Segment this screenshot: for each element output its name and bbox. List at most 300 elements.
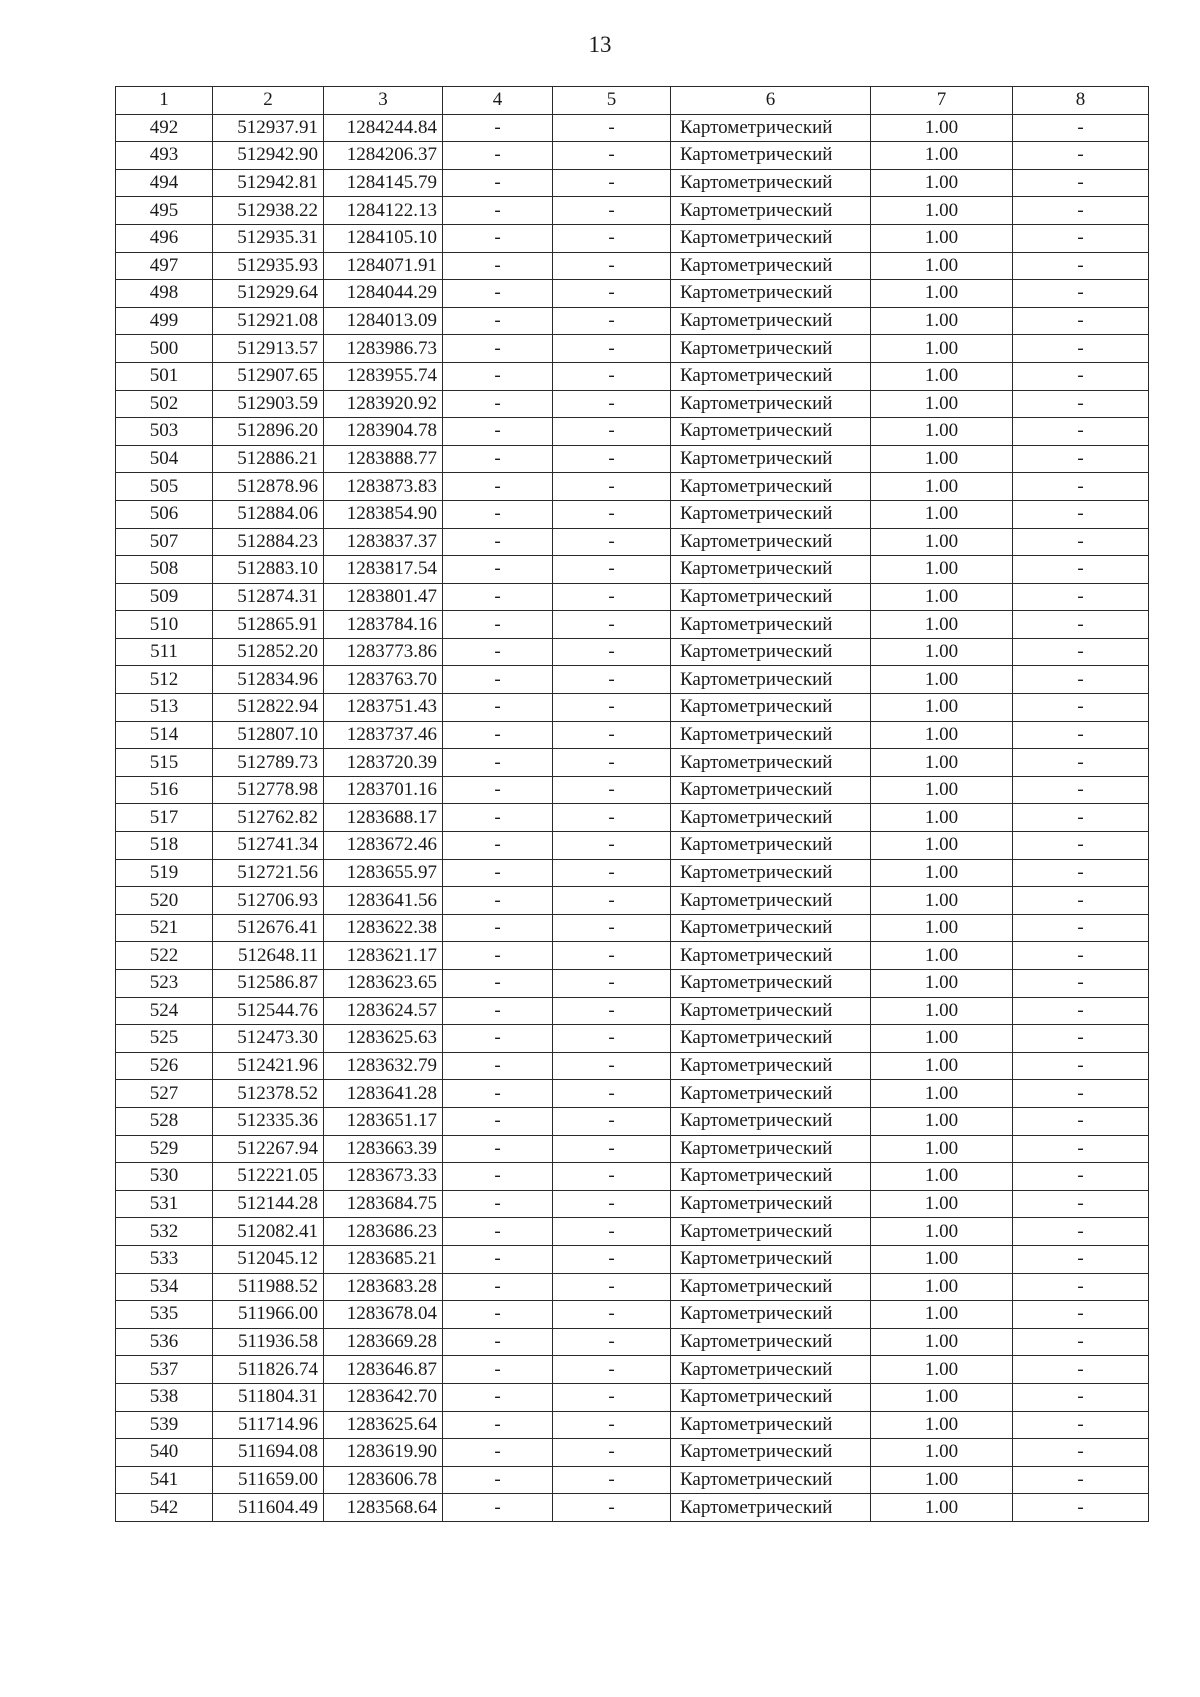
coord-x: 511714.96 [213, 1411, 324, 1439]
col-5-value: - [553, 114, 671, 142]
col-4-value: - [443, 500, 553, 528]
precision: 1.00 [871, 114, 1013, 142]
coord-x: 512082.41 [213, 1218, 324, 1246]
col-5-value: - [553, 252, 671, 280]
coord-y: 1283920.92 [324, 390, 443, 418]
coord-y: 1283669.28 [324, 1328, 443, 1356]
col-5-value: - [553, 1245, 671, 1273]
col-5-value: - [553, 362, 671, 390]
col-5-value: - [553, 666, 671, 694]
page-number: 13 [588, 32, 612, 57]
col-4-value: - [443, 694, 553, 722]
coord-x: 512822.94 [213, 694, 324, 722]
method: Картометрический [671, 694, 871, 722]
coord-y: 1283672.46 [324, 832, 443, 860]
precision: 1.00 [871, 1273, 1013, 1301]
coord-x: 512896.20 [213, 418, 324, 446]
method: Картометрический [671, 1025, 871, 1053]
col-8-value: - [1013, 1383, 1149, 1411]
table-body [116, 114, 1149, 1521]
col-5-value: - [553, 445, 671, 473]
col-8-value: - [1013, 252, 1149, 280]
table-row [116, 694, 1149, 722]
coord-y: 1283641.28 [324, 1080, 443, 1108]
col-4-header: 4 [443, 87, 553, 115]
table-row [116, 611, 1149, 639]
col-4-value: - [443, 1411, 553, 1439]
table-row [116, 197, 1149, 225]
coord-x: 512834.96 [213, 666, 324, 694]
method: Картометрический [671, 1245, 871, 1273]
point-number: 502 [116, 390, 213, 418]
method: Картометрический [671, 473, 871, 501]
col-5-value: - [553, 942, 671, 970]
precision: 1.00 [871, 832, 1013, 860]
table-row [116, 638, 1149, 666]
precision: 1.00 [871, 197, 1013, 225]
point-number: 510 [116, 611, 213, 639]
col-4-value: - [443, 528, 553, 556]
coord-y: 1283683.28 [324, 1273, 443, 1301]
method: Картометрический [671, 1328, 871, 1356]
coord-x: 512937.91 [213, 114, 324, 142]
col-8-value: - [1013, 832, 1149, 860]
coord-x: 512942.90 [213, 142, 324, 170]
point-number: 504 [116, 445, 213, 473]
point-number: 526 [116, 1052, 213, 1080]
coord-x: 512807.10 [213, 721, 324, 749]
col-8-value: - [1013, 169, 1149, 197]
method: Картометрический [671, 1163, 871, 1191]
point-number: 518 [116, 832, 213, 860]
precision: 1.00 [871, 169, 1013, 197]
col-5-value: - [553, 473, 671, 501]
col-5-value: - [553, 859, 671, 887]
coord-y: 1283686.23 [324, 1218, 443, 1246]
table-row [116, 500, 1149, 528]
coord-x: 512221.05 [213, 1163, 324, 1191]
method: Картометрический [671, 197, 871, 225]
coord-y: 1283632.79 [324, 1052, 443, 1080]
coord-x: 512935.93 [213, 252, 324, 280]
coord-x: 512789.73 [213, 749, 324, 777]
col-4-value: - [443, 556, 553, 584]
precision: 1.00 [871, 1301, 1013, 1329]
table-row [116, 252, 1149, 280]
method: Картометрический [671, 252, 871, 280]
point-number: 501 [116, 362, 213, 390]
col-4-value: - [443, 1356, 553, 1384]
col-5-value: - [553, 804, 671, 832]
precision: 1.00 [871, 914, 1013, 942]
col-5-value: - [553, 776, 671, 804]
table-row [116, 169, 1149, 197]
coord-y: 1283688.17 [324, 804, 443, 832]
coord-x: 511694.08 [213, 1439, 324, 1467]
table-row [116, 997, 1149, 1025]
coord-y: 1283888.77 [324, 445, 443, 473]
coord-y: 1283641.56 [324, 887, 443, 915]
precision: 1.00 [871, 1494, 1013, 1522]
col-8-value: - [1013, 280, 1149, 308]
table-row [116, 942, 1149, 970]
table-row [116, 307, 1149, 335]
col-5-value: - [553, 611, 671, 639]
col-4-value: - [443, 887, 553, 915]
col-4-value: - [443, 142, 553, 170]
col-4-value: - [443, 362, 553, 390]
point-number: 537 [116, 1356, 213, 1384]
table-row [116, 390, 1149, 418]
table-row [116, 1466, 1149, 1494]
coord-x: 512883.10 [213, 556, 324, 584]
table-row [116, 583, 1149, 611]
point-number: 495 [116, 197, 213, 225]
precision: 1.00 [871, 390, 1013, 418]
col-8-value: - [1013, 142, 1149, 170]
coord-x: 512903.59 [213, 390, 324, 418]
table-row [116, 776, 1149, 804]
coord-x: 512676.41 [213, 914, 324, 942]
table-row [116, 1328, 1149, 1356]
col-5-value: - [553, 280, 671, 308]
method: Картометрический [671, 1107, 871, 1135]
precision: 1.00 [871, 694, 1013, 722]
coord-x: 512778.98 [213, 776, 324, 804]
col-8-value: - [1013, 1273, 1149, 1301]
method: Картометрический [671, 1301, 871, 1329]
table-row [116, 1163, 1149, 1191]
coord-y: 1283904.78 [324, 418, 443, 446]
col-8-value: - [1013, 1052, 1149, 1080]
table-row [116, 1273, 1149, 1301]
method: Картометрический [671, 638, 871, 666]
precision: 1.00 [871, 1218, 1013, 1246]
table-row [116, 1052, 1149, 1080]
point-number: 508 [116, 556, 213, 584]
point-number: 492 [116, 114, 213, 142]
table-row [116, 1439, 1149, 1467]
col-5-value: - [553, 1439, 671, 1467]
coord-y: 1283751.43 [324, 694, 443, 722]
col-4-value: - [443, 445, 553, 473]
col-4-value: - [443, 169, 553, 197]
point-number: 497 [116, 252, 213, 280]
col-8-value: - [1013, 335, 1149, 363]
table-row [116, 1218, 1149, 1246]
point-number: 520 [116, 887, 213, 915]
col-8-value: - [1013, 197, 1149, 225]
col-4-value: - [443, 1383, 553, 1411]
col-4-value: - [443, 1135, 553, 1163]
coord-x: 512144.28 [213, 1190, 324, 1218]
method: Картометрический [671, 418, 871, 446]
method: Картометрический [671, 970, 871, 998]
point-number: 514 [116, 721, 213, 749]
col-5-value: - [553, 694, 671, 722]
table-row [116, 1301, 1149, 1329]
point-number: 493 [116, 142, 213, 170]
col-8-value: - [1013, 1025, 1149, 1053]
precision: 1.00 [871, 224, 1013, 252]
col-4-value: - [443, 914, 553, 942]
point-number: 511 [116, 638, 213, 666]
precision: 1.00 [871, 418, 1013, 446]
precision: 1.00 [871, 1439, 1013, 1467]
method: Картометрический [671, 1218, 871, 1246]
table-row [116, 1411, 1149, 1439]
point-number: 527 [116, 1080, 213, 1108]
col-4-value: - [443, 1328, 553, 1356]
coord-x: 512335.36 [213, 1107, 324, 1135]
precision: 1.00 [871, 528, 1013, 556]
point-number: 542 [116, 1494, 213, 1522]
col-5-value: - [553, 169, 671, 197]
col-4-value: - [443, 1163, 553, 1191]
col-5-value: - [553, 142, 671, 170]
col-8-value: - [1013, 362, 1149, 390]
point-number: 519 [116, 859, 213, 887]
col-8-value: - [1013, 804, 1149, 832]
coord-x: 512721.56 [213, 859, 324, 887]
precision: 1.00 [871, 445, 1013, 473]
coord-y: 1283801.47 [324, 583, 443, 611]
table-row [116, 1494, 1149, 1522]
col-8-value: - [1013, 887, 1149, 915]
coord-x: 512045.12 [213, 1245, 324, 1273]
precision: 1.00 [871, 1383, 1013, 1411]
col-4-value: - [443, 583, 553, 611]
col-7-header: 7 [871, 87, 1013, 115]
col-4-value: - [443, 114, 553, 142]
coord-y: 1283701.16 [324, 776, 443, 804]
point-number: 529 [116, 1135, 213, 1163]
method: Картометрический [671, 362, 871, 390]
method: Картометрический [671, 1190, 871, 1218]
table-row [116, 1356, 1149, 1384]
table-row [116, 804, 1149, 832]
col-8-value: - [1013, 1190, 1149, 1218]
method: Картометрический [671, 1135, 871, 1163]
col-5-value: - [553, 1273, 671, 1301]
table-row [116, 528, 1149, 556]
method: Картометрический [671, 611, 871, 639]
col-4-value: - [443, 418, 553, 446]
method: Картометрический [671, 832, 871, 860]
coord-x: 512884.06 [213, 500, 324, 528]
coord-y: 1283651.17 [324, 1107, 443, 1135]
method: Картометрический [671, 1273, 871, 1301]
coord-x: 512935.31 [213, 224, 324, 252]
coord-y: 1283673.33 [324, 1163, 443, 1191]
coord-x: 512942.81 [213, 169, 324, 197]
precision: 1.00 [871, 1328, 1013, 1356]
point-number: 503 [116, 418, 213, 446]
col-4-value: - [443, 1107, 553, 1135]
method: Картометрический [671, 445, 871, 473]
point-number: 500 [116, 335, 213, 363]
col-4-value: - [443, 197, 553, 225]
col-8-value: - [1013, 666, 1149, 694]
col-4-value: - [443, 1466, 553, 1494]
method: Картометрический [671, 914, 871, 942]
coord-y: 1283663.39 [324, 1135, 443, 1163]
point-number: 515 [116, 749, 213, 777]
col-4-value: - [443, 749, 553, 777]
coord-x: 512886.21 [213, 445, 324, 473]
col-8-value: - [1013, 638, 1149, 666]
table-row [116, 970, 1149, 998]
coord-y: 1283873.83 [324, 473, 443, 501]
col-8-value: - [1013, 528, 1149, 556]
col-4-value: - [443, 666, 553, 694]
table-row [116, 280, 1149, 308]
col-5-value: - [553, 335, 671, 363]
point-number: 512 [116, 666, 213, 694]
coord-y: 1283655.97 [324, 859, 443, 887]
method: Картометрический [671, 556, 871, 584]
coord-y: 1283720.39 [324, 749, 443, 777]
coord-x: 512706.93 [213, 887, 324, 915]
method: Картометрический [671, 859, 871, 887]
point-number: 522 [116, 942, 213, 970]
coordinates-table [115, 86, 1149, 1522]
method: Картометрический [671, 942, 871, 970]
col-5-value: - [553, 1466, 671, 1494]
col-1-header: 1 [116, 87, 213, 115]
col-8-value: - [1013, 1107, 1149, 1135]
method: Картометрический [671, 169, 871, 197]
point-number: 540 [116, 1439, 213, 1467]
table-header-row [116, 87, 1149, 115]
precision: 1.00 [871, 970, 1013, 998]
col-8-value: - [1013, 970, 1149, 998]
coord-x: 511988.52 [213, 1273, 324, 1301]
precision: 1.00 [871, 1107, 1013, 1135]
table-row [116, 473, 1149, 501]
coord-x: 512865.91 [213, 611, 324, 639]
col-4-value: - [443, 307, 553, 335]
precision: 1.00 [871, 942, 1013, 970]
precision: 1.00 [871, 335, 1013, 363]
method: Картометрический [671, 997, 871, 1025]
coord-y: 1283606.78 [324, 1466, 443, 1494]
point-number: 496 [116, 224, 213, 252]
coord-x: 511804.31 [213, 1383, 324, 1411]
col-5-value: - [553, 390, 671, 418]
col-4-value: - [443, 224, 553, 252]
col-5-value: - [553, 638, 671, 666]
col-5-header: 5 [553, 87, 671, 115]
col-4-value: - [443, 1245, 553, 1273]
method: Картометрический [671, 1466, 871, 1494]
col-8-value: - [1013, 445, 1149, 473]
coord-x: 511966.00 [213, 1301, 324, 1329]
precision: 1.00 [871, 887, 1013, 915]
coord-x: 512267.94 [213, 1135, 324, 1163]
coord-x: 511826.74 [213, 1356, 324, 1384]
coord-y: 1284105.10 [324, 224, 443, 252]
col-8-value: - [1013, 307, 1149, 335]
precision: 1.00 [871, 1411, 1013, 1439]
col-5-value: - [553, 997, 671, 1025]
col-8-value: - [1013, 1301, 1149, 1329]
coord-x: 512852.20 [213, 638, 324, 666]
precision: 1.00 [871, 583, 1013, 611]
point-number: 541 [116, 1466, 213, 1494]
coord-y: 1283784.16 [324, 611, 443, 639]
col-8-value: - [1013, 556, 1149, 584]
col-5-value: - [553, 1411, 671, 1439]
col-8-value: - [1013, 1328, 1149, 1356]
precision: 1.00 [871, 252, 1013, 280]
point-number: 539 [116, 1411, 213, 1439]
col-5-value: - [553, 1383, 671, 1411]
point-number: 535 [116, 1301, 213, 1329]
table-row [116, 362, 1149, 390]
precision: 1.00 [871, 1466, 1013, 1494]
coord-y: 1283737.46 [324, 721, 443, 749]
col-5-value: - [553, 1163, 671, 1191]
coord-y: 1283685.21 [324, 1245, 443, 1273]
method: Картометрический [671, 114, 871, 142]
method: Картометрический [671, 1439, 871, 1467]
method: Картометрический [671, 666, 871, 694]
col-5-value: - [553, 1052, 671, 1080]
coord-x: 512473.30 [213, 1025, 324, 1053]
col-4-value: - [443, 804, 553, 832]
method: Картометрический [671, 307, 871, 335]
coord-x: 512378.52 [213, 1080, 324, 1108]
coord-y: 1283817.54 [324, 556, 443, 584]
coord-y: 1284145.79 [324, 169, 443, 197]
col-8-value: - [1013, 224, 1149, 252]
table-row [116, 721, 1149, 749]
method: Картометрический [671, 390, 871, 418]
point-number: 499 [116, 307, 213, 335]
col-4-value: - [443, 1080, 553, 1108]
col-4-value: - [443, 832, 553, 860]
col-8-value: - [1013, 1245, 1149, 1273]
precision: 1.00 [871, 1135, 1013, 1163]
col-8-value: - [1013, 776, 1149, 804]
col-5-value: - [553, 887, 671, 915]
col-4-value: - [443, 1052, 553, 1080]
table-row [116, 114, 1149, 142]
method: Картометрический [671, 1383, 871, 1411]
col-5-value: - [553, 224, 671, 252]
coord-y: 1284013.09 [324, 307, 443, 335]
coord-x: 512586.87 [213, 970, 324, 998]
col-4-value: - [443, 638, 553, 666]
col-5-value: - [553, 1080, 671, 1108]
col-5-value: - [553, 1218, 671, 1246]
method: Картометрический [671, 804, 871, 832]
coord-y: 1283568.64 [324, 1494, 443, 1522]
precision: 1.00 [871, 1080, 1013, 1108]
precision: 1.00 [871, 307, 1013, 335]
coord-y: 1283773.86 [324, 638, 443, 666]
table-row [116, 445, 1149, 473]
precision: 1.00 [871, 611, 1013, 639]
col-8-value: - [1013, 583, 1149, 611]
col-8-value: - [1013, 114, 1149, 142]
col-8-header: 8 [1013, 87, 1149, 115]
precision: 1.00 [871, 997, 1013, 1025]
coord-y: 1283684.75 [324, 1190, 443, 1218]
col-8-value: - [1013, 418, 1149, 446]
coord-x: 511936.58 [213, 1328, 324, 1356]
